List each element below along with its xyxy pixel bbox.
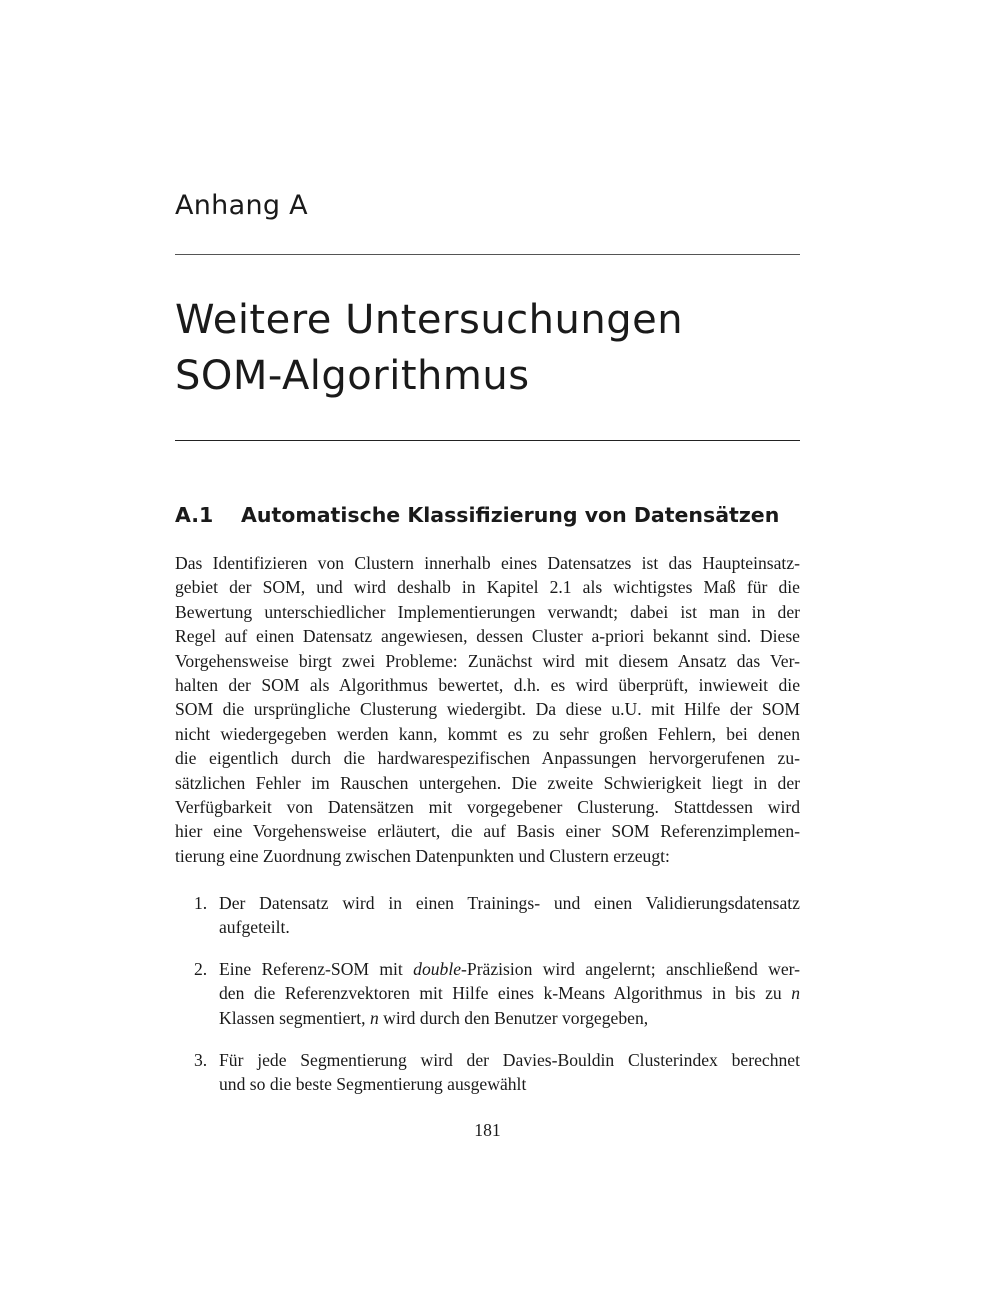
chapter-rule-bottom bbox=[175, 440, 800, 441]
list-item-line bbox=[219, 981, 800, 1005]
list-item-number: 3. bbox=[194, 1050, 208, 1070]
list-item-line bbox=[219, 957, 800, 981]
paragraph-line: tierung eine Zuordnung zwischen Datenpunkten und Clustern erzeugt: bbox=[175, 845, 670, 866]
paragraph-line: SOM die ursprüngliche Clusterung wiedergibt. Da diese u.U. mit Hilfe der SOM bbox=[175, 699, 800, 720]
chapter-rule-top bbox=[175, 254, 800, 255]
section-number: A.1 bbox=[175, 503, 214, 527]
paragraph-line: nicht wiedergegeben werden kann, kommt es zu sehr großen Fehlern, bei denen bbox=[175, 723, 800, 744]
list-item-number: 2. bbox=[194, 959, 208, 979]
list-item-fragment: Eine Referenz-SOM mit bbox=[219, 959, 414, 979]
paragraph-line: sätzlichen Fehler im Rauschen untergehen. Die zweite Schwierigkeit liegt in der bbox=[175, 772, 800, 793]
list-item-text bbox=[219, 891, 800, 940]
emphasis-n: n bbox=[369, 1007, 379, 1028]
paragraph-line: Vorgehensweise birgt zwei Probleme: Zunächst wird mit diesem Ansatz das Ver- bbox=[175, 650, 800, 671]
paragraph-line: die eigentlich durch die hardwarespezifischen Anpassungen hervorgerufenen zu- bbox=[175, 748, 800, 769]
list-item-fragment: Klassen segmentiert, bbox=[219, 1007, 370, 1028]
paragraph-line: hier eine Vorgehensweise erläutert, die auf Basis einer SOM Referenzimplemen- bbox=[175, 821, 800, 842]
section-heading bbox=[175, 503, 800, 527]
page-number: 181 bbox=[474, 1120, 501, 1140]
emphasis-double: double bbox=[413, 959, 462, 979]
paragraph-line: Regel auf einen Datensatz angewiesen, dessen Cluster a-priori bekannt sind. Diese bbox=[175, 626, 800, 647]
list-item-text bbox=[219, 1048, 800, 1097]
list-item-number: 1. bbox=[194, 893, 208, 913]
chapter-title-line-2: SOM-Algorithmus bbox=[175, 353, 530, 399]
list-item-line: und so die beste Segmentierung ausgewählt bbox=[219, 1074, 527, 1095]
emphasis-n: n bbox=[791, 983, 800, 1004]
paragraph-line: halten der SOM als Algorithmus bewertet, d.h. es wird überprüft, inwieweit die bbox=[175, 674, 800, 695]
chapter-title bbox=[175, 292, 800, 404]
chapter-label: Anhang A bbox=[175, 190, 308, 221]
body-paragraph bbox=[175, 551, 800, 868]
section-title: Automatische Klassifizierung von Datensätzen bbox=[241, 503, 780, 527]
list-item-line: aufgeteilt. bbox=[219, 917, 290, 938]
list-item-text bbox=[219, 957, 800, 1030]
list-item-line bbox=[219, 1006, 800, 1030]
paragraph-line: Bewertung unterschiedlicher Implementierungen verwandt; dabei ist man in der bbox=[175, 601, 800, 622]
paragraph-line: Verfügbarkeit von Datensätzen mit vorgegebener Clusterung. Stattdessen wird bbox=[175, 796, 800, 817]
paragraph-line: gebiet der SOM, und wird deshalb in Kapitel 2.1 als wichtigstes Maß für die bbox=[175, 577, 800, 598]
list-item-fragment: den die Referenzvektoren mit Hilfe eines k-Means Algorithmus in bis zu bbox=[219, 983, 792, 1004]
list-item-fragment: wird durch den Benutzer vorgegeben, bbox=[378, 1007, 649, 1028]
chapter-title-line-1: Weitere Untersuchungen bbox=[175, 297, 684, 343]
list-item-fragment: -Präzision wird angelernt; anschließend wer- bbox=[461, 959, 800, 979]
paragraph-line: Das Identifizieren von Clustern innerhalb eines Datensatzes ist das Haupteinsatz- bbox=[175, 553, 800, 573]
list-item-line: Für jede Segmentierung wird der Davies-Bouldin Clusterindex berechnet bbox=[219, 1050, 800, 1070]
list-item-line: Der Datensatz wird in einen Trainings- und einen Validierungsdatensatz bbox=[219, 893, 800, 913]
